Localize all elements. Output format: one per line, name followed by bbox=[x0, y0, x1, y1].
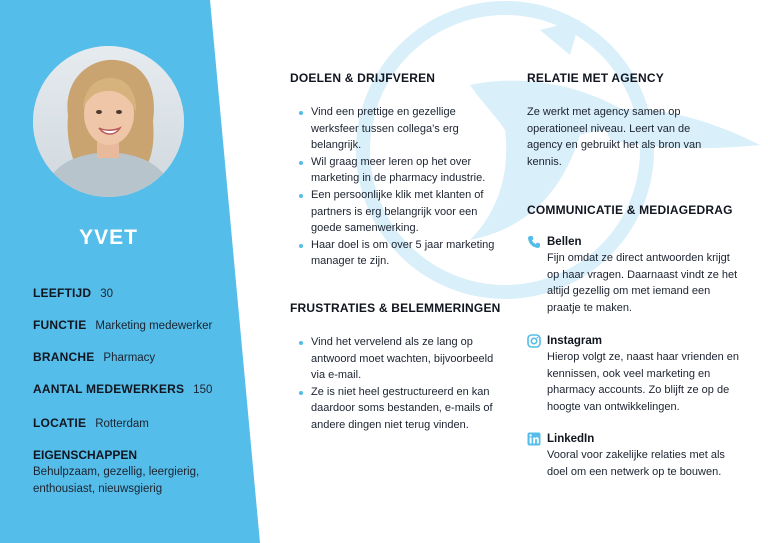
channel-text: Fijn omdat ze direct antwoorden krijgt op haar vragen. Daarnaast vindt ze het altijd gezellig om met iemand een praatje te maken. bbox=[547, 252, 738, 314]
field-function: FUNCTIE Marketing medewerker bbox=[33, 318, 213, 332]
avatar bbox=[33, 46, 184, 197]
channel-title: Bellen bbox=[547, 236, 582, 248]
frustrations-list bbox=[297, 334, 497, 434]
field-branch: BRANCHE Pharmacy bbox=[33, 350, 156, 364]
instagram-icon bbox=[527, 334, 541, 348]
traits-label: EIGENSCHAPPEN bbox=[33, 448, 138, 462]
channel-phone bbox=[527, 234, 742, 316]
list-item: Vind een prettige en gezellige werksfeer tussen collega’s erg belangrijk. bbox=[297, 104, 497, 154]
phone-icon bbox=[527, 235, 541, 249]
goals-list bbox=[297, 104, 497, 270]
traits-value: Behulpzaam, gezellig, leergierig, enthousiast, nieuwsgierig bbox=[33, 466, 200, 495]
list-item: Wil graag meer leren op het over marketing in de pharmacy industrie. bbox=[297, 154, 497, 187]
channel-linkedin bbox=[527, 431, 742, 480]
frustrations-heading: FRUSTRATIES & BELEMMERINGEN bbox=[290, 301, 501, 315]
channel-text: Hierop volgt ze, naast haar vrienden en kennissen, ook veel marketing en pharmacy accounts. Zo blijft ze op de hoogte van ontwikkelingen. bbox=[547, 351, 740, 413]
list-item: Haar doel is om over 5 jaar marketing manager te zijn. bbox=[297, 237, 497, 270]
field-employees: AANTAL MEDEWERKERS 150 bbox=[33, 382, 213, 396]
linkedin-icon bbox=[527, 432, 541, 446]
field-location: LOCATIE Rotterdam bbox=[33, 416, 149, 430]
channel-instagram bbox=[527, 333, 742, 415]
channel-title: Instagram bbox=[547, 335, 602, 347]
relation-heading: RELATIE MET AGENCY bbox=[527, 71, 664, 85]
list-item: Een persoonlijke klik met klanten of partners is erg belangrijk voor een goede samenwerking. bbox=[297, 187, 497, 237]
communication-heading: COMMUNICATIE & MEDIAGEDRAG bbox=[527, 203, 733, 217]
relation-text: Ze werkt met agency samen op operationeel niveau. Leert van de agency en gebruikt het als bron van kennis. bbox=[527, 106, 702, 168]
persona-name: YVET bbox=[79, 226, 138, 249]
field-age: LEEFTIJD 30 bbox=[33, 286, 114, 300]
list-item: Vind het vervelend als ze lang op antwoord moet wachten, bijvoorbeeld via e-mail. bbox=[297, 334, 497, 384]
goals-heading: DOELEN & DRIJFVEREN bbox=[290, 71, 436, 85]
list-item: Ze is niet heel gestructureerd en kan daardoor soms bestanden, e-mails of andere dingen niet terug vinden. bbox=[297, 384, 497, 434]
channel-title: LinkedIn bbox=[547, 433, 595, 445]
persona-sidebar bbox=[0, 0, 260, 543]
channel-text: Vooral voor zakelijke relaties met als doel om een netwerk op te bouwen. bbox=[547, 449, 725, 478]
